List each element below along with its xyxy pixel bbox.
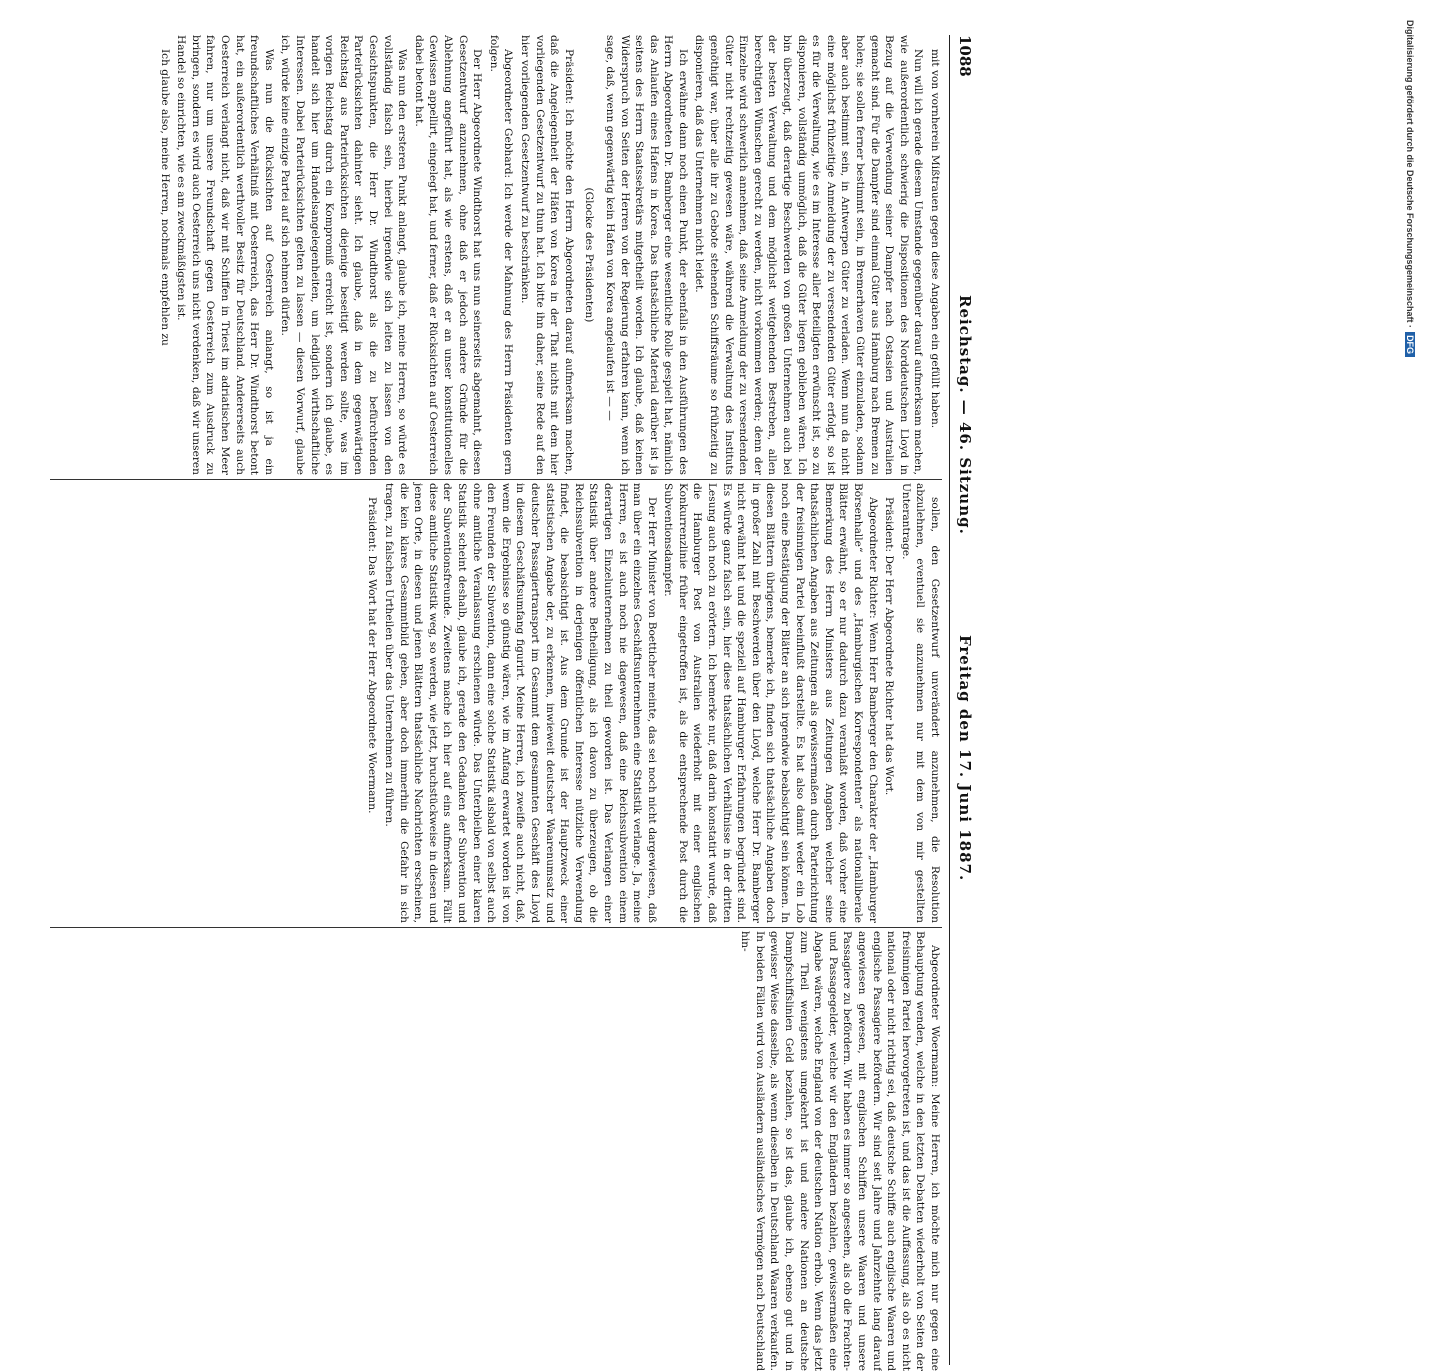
column-divider	[50, 479, 942, 480]
paragraph: Nun will ich gerade diesem Umstande gegenüber darauf aufmerksam machen, wie außerordentlich schwierig die Dispositionen des Norddeutschen Lloyd in Bezug auf die Verwendung seiner Dampfer nach Ostasien und Australien gemacht sind. Für die Dampfer sind einmal Güter aus Hamburg nach Bremen zu holen; sie sollen ferner bestimmt sein, in Bremerhaven Güter einzuladen, sodann aber auch bestimmt sein, in Antwerpen Güter zu verladen. Wenn nun da nicht eine möglichst frühzeitige Anmeldung der zu versendenden Güter erfolgt, so ist es für die Verwaltung, wie es im Interesse aller Beteiligten erwünscht ist, so zu disponieren, vollständig unmöglich, daß die Güter liegen geblieben wären. Ich bin überzeugt, daß derartige Beschwerden von großen Unternehmen auch bei der besten Verwaltung und dem möglichst weitgehenden Bestreben, allen berechtigten Wünschen gerecht zu werden, nicht vorkommen werden; denn der Einzelne wird schwerlich annehmen, daß seine Anmeldung der zu versendenden Güter nicht rechtzeitig gewesen wäre, während die Verwaltung des Instituts genöthigt war, über alle ihr zu Gebote stehenden Schiffsräume so frühzeitig zu disponieren, daß das Unternehmen nicht leidet.	[693, 35, 925, 475]
paragraph: Der Herr Minister von Boetticher meinte, das sei noch nicht dargewiesen, daß man über ein einzelnes Geschäftsunternehmen eine Statistik verlange. Ja, meine Herren, es ist auch noch nie dagewesen, daß eine Reichssubvention einem derartigen Einzelunternehmen zu theil geworden ist. Das Verlangen einer Statistik über andere Betheiligung, als ich davon zu überzeugen, ob die Reichssubvention in derjenigen öffentlichen Interesse nützliche Verwendung findet, die beabsichtigt ist. Aus dem Grunde ist der Hauptzweck einer statistischen Angabe der, zu erkennen, inwieweit deutscher Waarenumsatz und deutscher Passagiertransport im Gesammt dem gesammten Geschäft des Lloyd in diesem Geschäftsumfang figurirt. Meine Herren, ich zweifle auch nicht, daß, wenn die Ergebnisse so günstig wären, wie im Anfang erwartet worden ist von den Freunden der Subvention, dann eine solche Statistik alsbald von selbst auch ohne amtliche Veranlassung erschienen würde. Das Unterbleiben einer klaren Statistik scheint deshalb, glaube ich, gerade den Gedanken der Subvention und der Subventionsfreunde. Zweitens mache ich hier auf eins aufmerksam. Fällt diese amtliche Statistik weg, so werden, wie jetzt, bruchstückweise in diesen und jenen Orte, in diesen und jenen Blättern thatsächliche Nachrichten erscheinen, die kein klares Gesammtbild geben, aber doch immerhin die Gefahr in sich tragen, zu falschen Urtheilen über das Unternehmen zu führen.	[383, 483, 658, 923]
dfg-logo: DFG	[1405, 332, 1415, 357]
paragraph: Abgeordneter Woermann: Meine Herren, ich möchte mich nur gegen eine Behauptung wenden, welche in den letzten Debatten wiederholt von Seiten der freisinnigen Partei hervorgetreten ist, und das ist die Auffassung, als ob es nicht national oder nicht richtig sei, daß deutsche Schiffe auch englische Waaren und englische Passagiere befördern. Wir sind seit Jahre und Jahrzehnte lang darauf angewiesen gewesen, mit englischen Schiffen unsere Waaren und unsere Passagiere zu befördern. Wir haben es immer so angesehen, als ob die Frachten- und Passagegelder, welche wir den Engländern bezahlen, gewissermaßen eine Abgabe wären, welche England von der deutschen Nation erhob. Wenn das jetzt zum Theil wenigstens umgekehrt ist und andere Nationen an deutsche Dampfschiffslinien Geld bezahlen, so ist das, glaube ich, ebenso gut und in gewisser Weise dasselbe, als wenn dieselben in Deutschland Waaren verkaufen. In beiden Fällen wird von Ausländern ausländisches Vermögen nach Deutschland hin-	[739, 931, 941, 1371]
text-column-3	[50, 931, 942, 1371]
paragraph: Präsident: Das Wort hat der Herr Abgeordnete Woermann.	[366, 497, 379, 814]
stage-direction: (Glocke des Präsidenten)	[583, 187, 596, 323]
rotated-page	[50, 35, 980, 1371]
text-column-2	[50, 483, 942, 923]
paragraph: Präsident: Der Herr Abgeordnete Richter hat das Wort.	[883, 497, 896, 796]
paragraph: Abgeordneter Gebhard: Ich werde der Mahnung des Herrn Präsidenten gern folgen.	[487, 35, 515, 475]
running-header	[950, 35, 980, 1365]
paragraph: Ich glaube also, meine Herren, nochmals empfehlen zu	[158, 49, 171, 346]
credit-text: Digitalisierung gefördert durch die Deutsche Forschungsgemeinschaft ·	[1405, 20, 1415, 329]
header-date: Freitag den 17. Juni 1887.	[956, 635, 974, 882]
digitization-credit	[1401, 20, 1415, 920]
header-session: Reichstag. — 46. Sitzung.	[956, 295, 974, 535]
page-content	[50, 35, 980, 1371]
paragraph: Was nun den ersteren Punkt anlangt, glaube ich, meine Herren, so würde es vollständig falsch sein, hierbei irgendwie sich leiten zu lassen von den Gesichtspunkten, die Herr Dr. Windthorst als die zu befürchtenden Parteirücksichten dahinter sieht. Ich glaube, daß in dem gegenwärtigen Reichstag aus Parteirücksichten diejenige beseitigt werden sollte, was im vorigen Reichstag durch ein Kompromiß erreicht ist, sondern ich glaube, es handelt sich hier um Handelsangelegenheiten, um lediglich wirthschaftliche Interessen. Dabei Parteirücksichten gelten zu lassen — diesen Vorwurf, glaube ich, würde keine einzige Partei auf sich nehmen dürfen.	[279, 35, 409, 475]
paragraph: sollen, den Gesetzentwurf unverändert anzunehmen, die Resolution abzulehnen, eventuell sie anzunehmen nur mit dem von mir gestellten Unterantrage.	[899, 483, 941, 923]
page-number: 1088	[956, 35, 974, 77]
paragraph: Was nun die Rücksichten auf Oesterreich anlangt, so ist ja ein freundschaftliches Verhältniß mit Oesterreich, das Herr Dr. Windthorst betont hat, ein außerordentlich werthvoller Besitz für Deutschland. Andererseits auch Oesterreich verlangt nicht, daß wir mit Schiffen in Triest im adriatischen Meer fahren, nur um unsere Freundschaft gegen Oesterreich zum Ausdruck zu bringen, sondern es wird auch Oesterreich uns nicht verdenken, daß wir unseren Handel so einrichten, wie es am zweckmäßigsten ist.	[175, 35, 275, 475]
paragraph: Der Herr Abgeordnete Windthorst hat uns nun seinerseits abgemahnt, diesen Gesetzentwurf anzunehmen, ohne daß er jedoch andere Gründe für die Ablehnung angeführt hat, als wie erstens, daß er an unser konstitutionelles Gewissen appellirt, eingelegt hat, und ferner, daß er Rücksichten auf Oesterreich dabei betont hat.	[412, 35, 484, 475]
text-column-1	[50, 35, 942, 475]
paragraph: mit von vornherein Mißtrauen gegen diese Angaben ein gefüllt haben.	[929, 49, 941, 429]
column-divider	[50, 927, 942, 928]
paragraph: Präsident: Ich möchte den Herrn Abgeordneten darauf aufmerksam machen, daß die Angelegenheit der Häfen von Korea in der That nichts mit dem hier vorliegenden Gesetzentwurf zu thun hat. Ich bitte ihn daher, seine Rede auf den hier vorliegenden Gesetzentwurf zu beschränken.	[518, 35, 575, 475]
paragraph: Ich erwähne dann noch einen Punkt, der ebenfalls in den Ausführungen des Herrn Abgeordneten Dr. Bamberger eine wesentliche Rolle gespielt hat, nämlich das Anlaufen eines Hafens in Korea. Das thatsächliche Material darüber ist ja seitens des Herrn Staatssekretärs mitgetheilt worden. Ich glaube, daß keinen Widerspruch von Seiten der Herren von der Regierung erfahren kann, wenn ich sage, daß, wenn gegenwärtig kein Hafen von Korea angelaufen ist — —	[603, 35, 689, 475]
paragraph: Abgeordneter Richter: Wenn Herr Bamberger den Charakter der „Hamburger Börsenhalle“ und des „Hamburgischen Korrespondenten“ als nationalliberale Blätter erwähnt, so er nur dadurch dazu veranlaßt worden, daß vorher eine Bemerkung des Herrn Ministers aus Zeitungen Angaben welcher seine thatsächlichen Angaben aus Zeitungen als gewissermaßen durch Parteirichtung der freisinnigen Partei beeinflußt darstellte. Es hat also damit weder ein Lob noch eine Bestätigung der Blätter an sich irgendwie beabsichtigt sein können. In diesen Blättern übrigens, bemerke ich, finden sich thatsächliche Angaben doch in großer Zahl mit Beschwerden über den Lloyd, welche Herr Dr. Bamberger nicht erwähnt hat und die speziell auf Hamburger Erfahrungen begründet sind. Es würde ganz falsch sein, hier diese thatsächlichen Verhältnisse in der dritten Lesung auch noch zu erörtern. Ich bemerke nur, daß darin konstatirt wurde, daß die Hamburger Post von Australien wiederholt mit einer englischen Konkurrenzlinie früher eingetroffen ist, als die entsprechende Post durch die Subventionsdampfer.	[662, 483, 879, 923]
header-rule	[949, 35, 950, 1365]
